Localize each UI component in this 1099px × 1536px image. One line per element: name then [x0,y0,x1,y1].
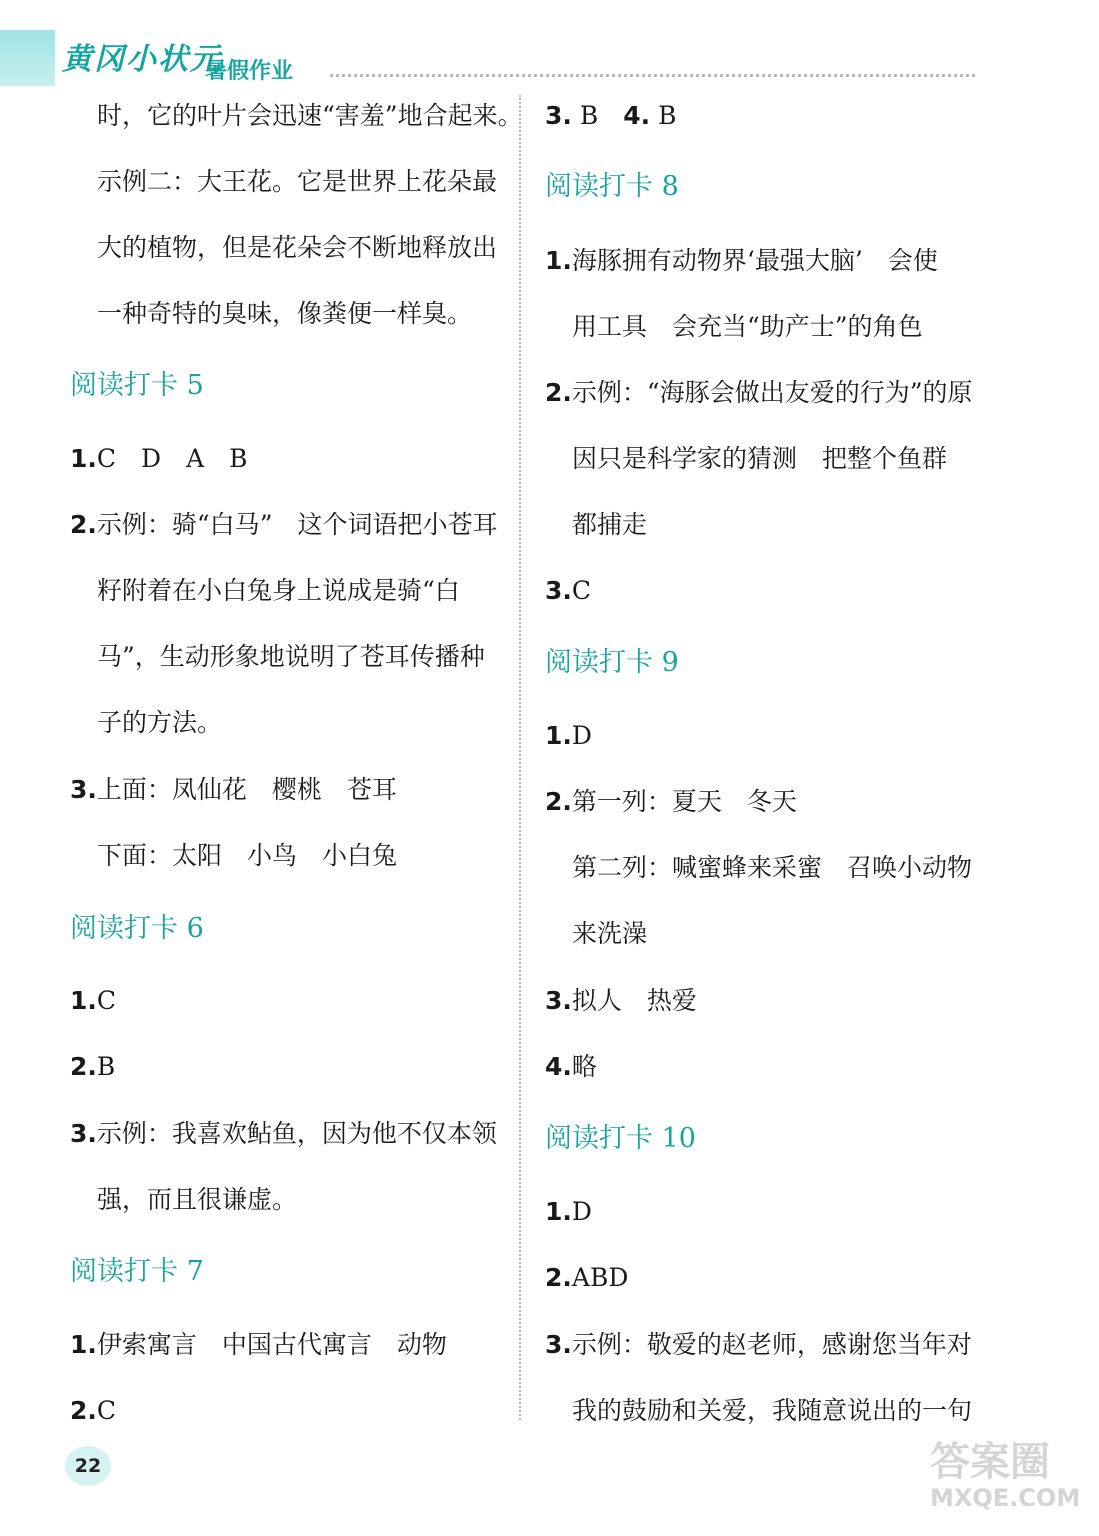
answer-text: B [96,1052,116,1081]
text-line: 示例二：大王花。它是世界上花朵最 [97,167,498,196]
answer-5-3 [70,775,397,805]
section-heading-7: 阅读打卡 7 [70,1256,204,1287]
answer-6-3 [70,1119,497,1149]
item-number: 2. [545,378,572,407]
section-heading-8: 阅读打卡 8 [545,171,679,202]
item-number: 3. [545,101,572,130]
item-number: 1. [545,1197,572,1226]
item-number: 1. [545,246,572,275]
header-tab-decoration [0,30,55,86]
answer-text: B [658,101,677,130]
answer-6-2 [70,1052,115,1082]
answer-5-1 [70,444,248,474]
answer-9-2 [545,787,797,817]
item-number: 1. [545,721,572,750]
text-line: 强，而且很谦虚。 [97,1185,298,1214]
item-number: 1. [70,1330,97,1359]
item-number: 3. [545,986,572,1015]
answer-7-1 [70,1330,447,1360]
answer-text: D [571,721,592,750]
brand-logo: 黄冈小状元 [62,42,222,77]
answer-8-2 [545,378,972,408]
answer-text: C [96,1396,117,1425]
item-number: 2. [70,1396,97,1425]
answer-10-3 [545,1330,972,1360]
answer-9-4 [545,1052,597,1082]
item-number: 2. [70,1052,97,1081]
section-heading-9: 阅读打卡 9 [545,647,679,678]
column-divider [519,95,521,1420]
answer-7-3-4 [545,101,676,131]
answer-text: 略 [571,1052,597,1081]
answer-text: 示例：敬爱的赵老师，感谢您当年对 [571,1330,972,1359]
answer-10-1 [545,1197,592,1227]
section-heading-5: 阅读打卡 5 [70,370,204,401]
text-line: 一种奇特的臭味，像粪便一样臭。 [97,299,473,328]
text-line: 用工具 会充当“助产士”的角色 [572,312,923,341]
answer-text: 示例：我喜欢鲇鱼，因为他不仅本领 [96,1119,497,1148]
answer-6-1 [70,986,116,1016]
text-line: 我的鼓励和关爱，我随意说出的一句 [572,1396,973,1425]
text-line: 子的方法。 [97,708,223,737]
watermark-url: MXQE.COM [930,1484,1081,1512]
answer-text: 示例：骑“白马” 这个词语把小苍耳 [96,510,498,539]
item-number: 2. [545,1263,572,1292]
book-subtitle: 暑假作业 [205,59,294,84]
section-heading-10: 阅读打卡 10 [545,1123,696,1154]
answer-8-3 [545,576,591,606]
answer-9-3 [545,986,697,1016]
watermark-text: 答案圈 [930,1439,1050,1485]
answer-10-2 [545,1263,628,1293]
text-line: 第二列：喊蜜蜂来采蜜 召唤小动物 [572,853,973,882]
item-number: 1. [70,444,97,473]
item-number: 3. [70,1119,97,1148]
text-line: 籽附着在小白兔身上说成是骑“白 [97,576,460,605]
answer-text: 伊索寓言 中国古代寓言 动物 [96,1330,447,1359]
answer-text: 上面：凤仙花 樱桃 苍耳 [96,775,397,804]
item-number: 3. [545,1330,572,1359]
watermark-logo [930,1440,1090,1520]
item-number: 3. [70,775,97,804]
item-number: 2. [545,787,572,816]
answer-text: C D A B [96,444,248,473]
answer-text: 拟人 热爱 [571,986,697,1015]
header-divider [330,74,975,77]
text-line: 来洗澡 [572,919,648,948]
text-line: 因只是科学家的猜测 把整个鱼群 [572,444,948,473]
answer-text: B [579,101,599,130]
answer-text: C [96,986,117,1015]
answer-9-1 [545,721,592,751]
page-number: 22 [65,1446,111,1486]
answer-text: D [571,1197,592,1226]
item-number: 1. [70,986,97,1015]
item-number: 2. [70,510,97,539]
text-line: 马”，生动形象地说明了苍耳传播种 [97,642,485,671]
answer-text: C [571,576,592,605]
text-line: 都捕走 [572,510,648,539]
answer-text: 海豚拥有动物界‘最强大脑’ 会使 [571,246,938,275]
item-number: 4. [545,1052,572,1081]
answer-8-1 [545,246,938,276]
item-number: 4. [623,101,651,130]
answer-5-2 [70,510,497,540]
answer-7-2 [70,1396,116,1426]
text-line: 大的植物，但是花朵会不断地释放出 [97,233,498,262]
section-heading-6: 阅读打卡 6 [70,913,204,944]
item-number: 3. [545,576,572,605]
answer-text: ABD [571,1263,629,1292]
answer-text: 示例：“海豚会做出友爱的行为”的原 [571,378,973,407]
text-line: 下面：太阳 小鸟 小白兔 [97,841,398,870]
answer-text: 第一列：夏天 冬天 [571,787,797,816]
text-line: 时，它的叶片会迅速“害羞”地合起来。 [97,101,523,130]
